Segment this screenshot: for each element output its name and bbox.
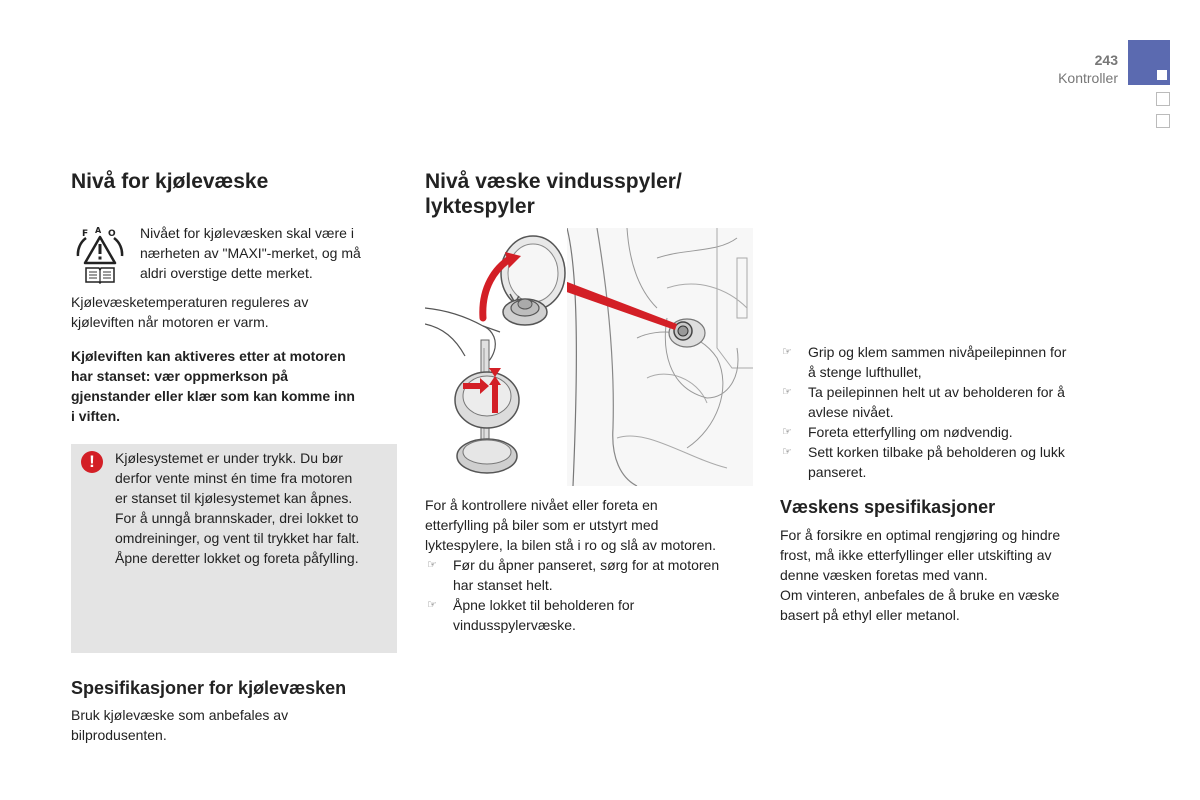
exclamation-icon <box>81 451 103 473</box>
coolant-temperature-paragraph <box>71 292 401 332</box>
dipstick-bullet-list <box>780 342 1110 482</box>
text-line: omdreininger, og vent til trykket har falt. <box>115 530 360 546</box>
text-line: nærheten av "MAXI"-merket, og må <box>140 245 361 261</box>
text-line: gjenstander eller klær som kan komme inn <box>71 388 355 404</box>
text-line: Åpne deretter lokket og foreta påfylling. <box>115 550 359 566</box>
list-item <box>780 422 1110 442</box>
washer-level-title <box>425 169 755 219</box>
list-item <box>780 442 1110 482</box>
washer-bullet-list <box>425 555 755 635</box>
pointing-hand-icon: ☞ <box>427 599 437 611</box>
washer-check-paragraph <box>425 495 755 555</box>
list-item <box>425 595 755 635</box>
fao-warning-manual-icon <box>72 226 128 284</box>
coolant-spec-text <box>71 705 401 745</box>
exclamation-glyph: ! <box>89 452 95 471</box>
text-line: Grip og klem sammen nivåpeilepinnen for <box>808 344 1067 360</box>
chapter-tab-square <box>1156 114 1170 128</box>
text-line: har stanset helt. <box>453 577 553 593</box>
text-line: bilprodusenten. <box>71 727 167 743</box>
text-line: For å unngå brannskader, drei lokket to <box>115 510 359 526</box>
svg-text:F: F <box>82 229 89 239</box>
text-line: kjøleviften når motoren er varm. <box>71 314 269 330</box>
coolant-level-title: Nivå for kjølevæske <box>71 170 269 193</box>
text-line: Åpne lokket til beholderen for <box>453 597 635 613</box>
chapter-tab-square <box>1156 92 1170 106</box>
list-item <box>425 555 755 595</box>
title-line: Nivå væske vindusspyler/ <box>425 170 682 193</box>
section-label: Kontroller <box>1058 70 1118 86</box>
pointing-hand-icon: ☞ <box>782 386 792 398</box>
pointing-hand-icon: ☞ <box>427 559 437 571</box>
text-line: avlese nivået. <box>808 404 894 420</box>
text-line: vindusspylervæske. <box>453 617 576 633</box>
text-line: For å forsikre en optimal rengjøring og hindre <box>780 527 1061 543</box>
text-line: denne væsken foretas med vann. <box>780 567 988 583</box>
text-line: Kjølesystemet er under trykk. Du bør <box>115 450 343 466</box>
text-line: frost, må ikke etterfyllinger eller utskifting av <box>780 547 1052 563</box>
text-line: Ta peilepinnen helt ut av beholderen for å <box>808 384 1065 400</box>
title-line: lyktespyler <box>425 195 535 218</box>
washer-cap-dipstick-illustration <box>425 228 567 480</box>
text-line: For å kontrollere nivået eller foreta en <box>425 497 658 513</box>
pointing-hand-icon: ☞ <box>782 426 792 438</box>
text-line: Sett korken tilbake på beholderen og lukk <box>808 444 1065 460</box>
pointing-hand-icon: ☞ <box>782 346 792 358</box>
pressure-warning-text <box>115 448 395 568</box>
text-line: panseret. <box>808 464 867 480</box>
page-number: 243 <box>1094 52 1118 68</box>
text-line: basert på ethyl eller metanol. <box>780 607 960 623</box>
list-item <box>780 342 1110 382</box>
svg-text:O: O <box>108 229 116 239</box>
text-line: aldri overstige dette merket. <box>140 265 313 281</box>
engine-bay-illustration <box>567 228 753 486</box>
text-line: har stanset: vær oppmerkson på <box>71 368 289 384</box>
cooling-fan-warning-paragraph <box>71 346 401 426</box>
text-line: derfor vente minst én time fra motoren <box>115 470 353 486</box>
coolant-spec-title: Spesifikasjoner for kjølevæsken <box>71 678 347 698</box>
fluid-spec-title: Væskens spesifikasjoner <box>780 497 996 517</box>
text-line: Bruk kjølevæske som anbefales av <box>71 707 289 723</box>
text-line: i viften. <box>71 408 121 424</box>
text-line: Foreta etterfylling om nødvendig. <box>808 424 1013 440</box>
text-line: å stenge lufthullet, <box>808 364 922 380</box>
text-line: er stanset til kjølesystemet kan åpnes. <box>115 490 353 506</box>
coolant-intro-text <box>140 223 400 283</box>
svg-text:A: A <box>95 226 102 235</box>
text-line: Kjølevæsketemperaturen reguleres av <box>71 294 309 310</box>
list-item <box>780 382 1110 422</box>
text-line: Kjøleviften kan aktiveres etter at motoren <box>71 348 346 364</box>
text-line: Om vinteren, anbefales de å bruke en væske <box>780 587 1060 603</box>
fluid-spec-text <box>780 525 1120 625</box>
text-line: lyktespylere, la bilen stå i ro og slå av motoren. <box>425 537 717 553</box>
pointing-hand-icon: ☞ <box>782 446 792 458</box>
text-line: etterfylling på biler som er utstyrt med <box>425 517 659 533</box>
text-line: Før du åpner panseret, sørg for at motoren <box>453 557 720 573</box>
text-line: Nivået for kjølevæsken skal være i <box>140 225 354 241</box>
chapter-tab-active-square <box>1157 70 1167 80</box>
